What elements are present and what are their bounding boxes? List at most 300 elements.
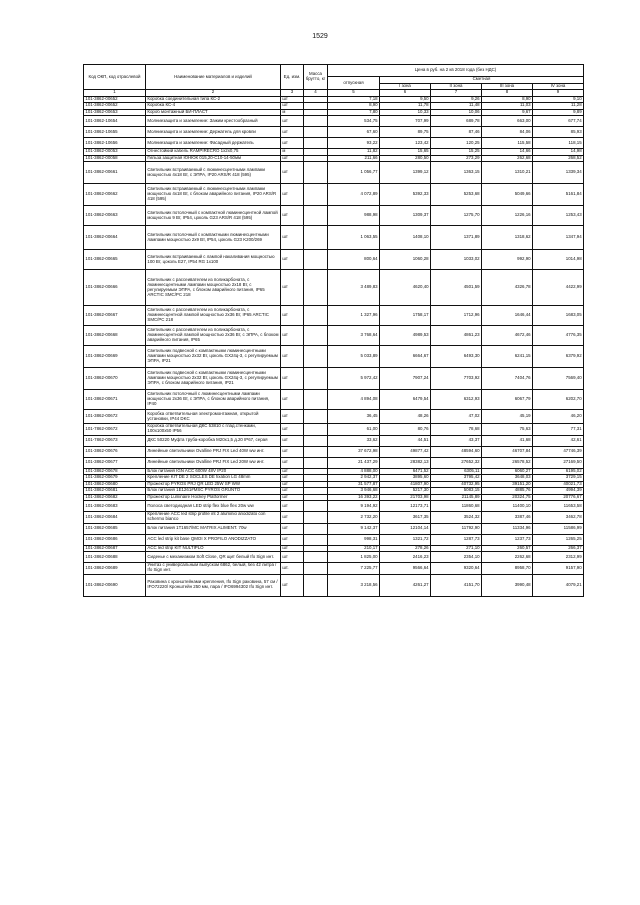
cell-mass [304, 127, 328, 138]
cell-price-zone-3: 4326,78 [482, 270, 533, 306]
cell-price-zone-1: 89,75 [380, 127, 431, 138]
cell-unit: шт [281, 326, 304, 346]
table-row [84, 206, 584, 226]
cell-unit: шт [281, 206, 304, 226]
cell-code: 101-7862-00673 [84, 435, 146, 446]
cell-price-zone-2: 9320,64 [431, 563, 482, 574]
cell-price-zone-3: 8,90 [482, 96, 533, 103]
cell-code: 101-3862-00687 [84, 545, 146, 552]
cell-price-zone-3: 260,57 [482, 545, 533, 552]
cell-price-zone-2: 273,29 [431, 155, 482, 162]
header-estimate-price: Сметная [380, 77, 584, 84]
cell-mass [304, 326, 328, 346]
cell-code: 101-3862-00670 [84, 368, 146, 390]
cell-code: 101-3862-10656 [84, 138, 146, 149]
cell-price-zone-2: 3795,42 [431, 475, 482, 482]
cell-mass [304, 552, 328, 563]
cell-price-zone-1: 21703,98 [380, 494, 431, 501]
cell-code: 101-3862-00681 [84, 488, 146, 495]
cell-mass [304, 563, 328, 574]
cell-name: Светильник потолочный с компактными люминесцентными лампами мощностью 2х9 Вт, IP54, цоколь G23 K200/269 [146, 226, 281, 250]
cell-price-zone-3: 14,66 [482, 149, 533, 156]
cell-price-zone-4: 4422,99 [533, 270, 584, 306]
cell-price-zone-2: 1275,70 [431, 206, 482, 226]
cell-price-zone-4: 20776,67 [533, 494, 584, 501]
column-index: 7 [431, 90, 482, 97]
cell-price-zone-1: 278,26 [380, 545, 431, 552]
cell-price-zone-3: 5049,66 [482, 184, 533, 206]
cell-price-zone-2: 1371,89 [431, 226, 482, 250]
cell-price-zone-2: 11,48 [431, 103, 482, 110]
cell-mass [304, 574, 328, 596]
cell-price-zone-1: 41807,90 [380, 481, 431, 488]
cell-mass [304, 346, 328, 368]
cell-unit: шт [281, 346, 304, 368]
table-row [84, 523, 584, 534]
table-row [84, 512, 584, 523]
cell-mass [304, 435, 328, 446]
cell-price-zone-1: 12104,14 [380, 523, 431, 534]
cell-unit: шт [281, 488, 304, 495]
cell-price-release: 1 056,77 [328, 162, 380, 184]
cell-price-zone-4: 9157,90 [533, 563, 584, 574]
cell-name: Молниезащита и заземление: Фасадный держатель [146, 138, 281, 149]
cell-name: Молниезащита и заземление: Держатель для кровли [146, 127, 281, 138]
table-row [84, 563, 584, 574]
cell-name: Молниезащита и заземление: Зажим крестообразный [146, 116, 281, 127]
cell-name: Светильник подвесной с компактными люминесцентными лампами мощностью 2х32 Вт, цоколь GX24q-3, с регулируемым ЭПРА, с блоком аварийного питания, IP21 [146, 368, 281, 390]
table-row [84, 410, 584, 424]
cell-code: 101-3862-00690 [84, 574, 146, 596]
cell-price-zone-4: 2312,99 [533, 552, 584, 563]
cell-price-zone-4: 1014,98 [533, 250, 584, 270]
cell-price-zone-2: 5253,68 [431, 184, 482, 206]
cell-unit: шт [281, 184, 304, 206]
cell-price-zone-2: 43,37 [431, 435, 482, 446]
cell-unit: шт [281, 435, 304, 446]
cell-price-zone-2: 15,25 [431, 149, 482, 156]
cell-price-zone-2: 40732,95 [431, 481, 482, 488]
table-row [84, 250, 584, 270]
cell-mass [304, 138, 328, 149]
cell-price-zone-3: 7404,76 [482, 368, 533, 390]
cell-price-zone-4: 14,98 [533, 149, 584, 156]
cell-price-zone-4: 85,93 [533, 127, 584, 138]
cell-price-release: 2 732,20 [328, 512, 380, 523]
cell-price-zone-4: 118,15 [533, 138, 584, 149]
cell-unit: шт [281, 250, 304, 270]
cell-name: Короб монтажный БИ-ПЛАСТ [146, 109, 281, 116]
cell-price-zone-1: 4989,53 [380, 326, 431, 346]
cell-price-zone-2: 4151,70 [431, 574, 482, 596]
cell-price-zone-3: 6241,15 [482, 346, 533, 368]
cell-mass [304, 250, 328, 270]
cell-code: 101-3862-00058 [84, 155, 146, 162]
cell-name: Светильник потолочный с компактной люминесцентной лампой мощностью 9 Вт, IP54, цоколь G23 ARS/R 418 (595) [146, 206, 281, 226]
cell-unit: м [281, 149, 304, 156]
cell-mass [304, 512, 328, 523]
cell-code: 101-3862-00679 [84, 475, 146, 482]
cell-name: Линейные светильники Ovalline PRJ FIX Led 40W ww инт. [146, 446, 281, 457]
cell-price-zone-2: 1712,96 [431, 306, 482, 326]
cell-unit: шт [281, 155, 304, 162]
cell-price-zone-1: 7907,24 [380, 368, 431, 390]
cell-code: 101-3862-00685 [84, 523, 146, 534]
cell-name: Коробка соединительная типа КС-2 [146, 96, 281, 103]
cell-code: 101-3862-00669 [84, 346, 146, 368]
cell-name: Светильник с рассеивателем из поликарбоната, с люминесцентной лампой мощностью 2х36 Вт, с ЭПРА, с блоком аварийного питания, IP65 [146, 326, 281, 346]
cell-price-release: 93,22 [328, 138, 380, 149]
table-row [84, 270, 584, 306]
cell-unit: шт [281, 368, 304, 390]
cell-unit: шт [281, 306, 304, 326]
cell-unit: шт [281, 494, 304, 501]
cell-code: 101-3862-00686 [84, 534, 146, 545]
cell-price-zone-1: 6471,52 [380, 468, 431, 475]
cell-price-zone-4: 266,37 [533, 545, 584, 552]
table-body [84, 96, 584, 596]
cell-code: 101-3862-00671 [84, 390, 146, 410]
cell-code: 101-3862-00662 [84, 184, 146, 206]
cell-price-zone-1: 5217,30 [380, 488, 431, 495]
cell-price-zone-3: 3387,46 [482, 512, 533, 523]
cell-mass [304, 424, 328, 435]
cell-price-release: 534,75 [328, 116, 380, 127]
cell-price-zone-4: 3462,78 [533, 512, 584, 523]
cell-price-zone-3: 2262,68 [482, 552, 533, 563]
header-zone-1: I зона [380, 83, 431, 90]
cell-unit: шт [281, 534, 304, 545]
cell-price-zone-3: 663,00 [482, 116, 533, 127]
cell-name: Светильник встраиваемый с люминесцентными лампами мощностью 4х18 Вт, с ЭПРА, IP20 ARS/R 418 (595) [146, 162, 281, 184]
cell-unit: шт [281, 512, 304, 523]
table-header [84, 65, 584, 97]
cell-price-zone-1: 1758,17 [380, 306, 431, 326]
cell-price-zone-1: 1408,10 [380, 226, 431, 250]
cell-price-release: 3 946,68 [328, 488, 380, 495]
cell-price-zone-2: 689,78 [431, 116, 482, 127]
cell-code: 101-3862-00672 [84, 410, 146, 424]
header-zone-4: IV зона [533, 83, 584, 90]
cell-price-zone-1: 3895,60 [380, 475, 431, 482]
cell-price-zone-4: 7569,40 [533, 368, 584, 390]
cell-price-zone-1: 1321,72 [380, 534, 431, 545]
column-index: 8 [482, 90, 533, 97]
cell-name: ACC led strip kit base QMOI X PROFILO ANODIZZATO [146, 534, 281, 545]
cell-name: Блок питания 1E1261#MSC PYROS GRUNTO [146, 488, 281, 495]
cell-name: Коробка ответвительная ДКС 53810 с глад.стенками, 100х100х50 IP56 [146, 424, 281, 435]
cell-price-release: 16 393,22 [328, 494, 380, 501]
cell-price-zone-1: 44,51 [380, 435, 431, 446]
cell-price-zone-1: 4620,40 [380, 270, 431, 306]
cell-price-zone-3: 3990,48 [482, 574, 533, 596]
cell-code: 101-3862-00665 [84, 250, 146, 270]
cell-unit: шт [281, 162, 304, 184]
page-number: 1529 [312, 33, 328, 40]
table-row [84, 457, 584, 468]
cell-code: 101-3862-00666 [84, 270, 146, 306]
cell-name: Сиденье с механизмом Soft Close, QR щит белый Ifo Sign инт. [146, 552, 281, 563]
cell-price-zone-4: 46,20 [533, 410, 584, 424]
cell-price-zone-1: 2416,23 [380, 552, 431, 563]
column-index: 2 [146, 90, 281, 97]
cell-name: Светильник подвесной с компактными люминесцентными лампами мощностью 2х32 Вт, цоколь GX24q-3, с регулируемым ЭПРА, IP21 [146, 346, 281, 368]
cell-mass [304, 410, 328, 424]
cell-price-zone-4: 5161,84 [533, 184, 584, 206]
cell-price-release: 7,80 [328, 109, 380, 116]
column-index: 3 [281, 90, 304, 97]
table-row [84, 127, 584, 138]
cell-name: Раковина с кронштейнами крепления, Ifo Sign раковина, 57 см / IFO72220/ Кронштейн 250 мм, пара / IFO6994302 Ifo Sign инт. [146, 574, 281, 596]
cell-code: 101-3862-00668 [84, 326, 146, 346]
cell-unit: шт [281, 545, 304, 552]
cell-unit: шт [281, 270, 304, 306]
cell-price-zone-1: 9,50 [380, 96, 431, 103]
cell-price-zone-3: 45,19 [482, 410, 533, 424]
table-row [84, 435, 584, 446]
cell-price-zone-3: 41,68 [482, 435, 533, 446]
cell-price-zone-1: 280,50 [380, 155, 431, 162]
cell-code: 101-3862-00677 [84, 457, 146, 468]
cell-price-release: 21 437,29 [328, 457, 380, 468]
cell-price-zone-2: 1033,02 [431, 250, 482, 270]
cell-price-zone-1: 15,65 [380, 149, 431, 156]
cell-price-zone-4: 42,61 [533, 435, 584, 446]
cell-price-zone-2: 271,10 [431, 545, 482, 552]
cell-unit: шт [281, 138, 304, 149]
cell-price-zone-1: 28382,13 [380, 457, 431, 468]
cell-price-zone-3: 262,68 [482, 155, 533, 162]
cell-price-zone-4: 9,10 [533, 96, 584, 103]
cell-unit: шт [281, 446, 304, 457]
cell-price-zone-3: 6060,27 [482, 468, 533, 475]
cell-price-zone-3: 11,03 [482, 103, 533, 110]
cell-name: Коробка ответвительная электромонтажная, открытой установки, IP44 DKC [146, 410, 281, 424]
cell-price-zone-1: 48,26 [380, 410, 431, 424]
cell-name: Полоса светодиодная LED strip flex blue flex 20w ww [146, 501, 281, 512]
cell-price-zone-1: 10,33 [380, 109, 431, 116]
cell-name: Светильник с рассеивателем из поликарбоната, с люминесцентными лампами мощностью 2х18 Вт, с регулируемым ЭПРА, с блоком аварийного питания, IP65 ARCTIC SMC/PC 218 [146, 270, 281, 306]
cell-code: 101-3862-00689 [84, 563, 146, 574]
cell-price-release: 36,45 [328, 410, 380, 424]
cell-price-zone-2: 4861,23 [431, 326, 482, 346]
column-index: 5 [328, 90, 380, 97]
cell-price-zone-3: 3648,03 [482, 475, 533, 482]
cell-price-zone-2: 5083,15 [431, 488, 482, 495]
cell-price-zone-3: 1646,44 [482, 306, 533, 326]
cell-name: Крепление ACC led strip profile int 2 aluminio anodizato con schermo bianco [146, 512, 281, 523]
cell-price-zone-4: 9,89 [533, 109, 584, 116]
table-row [84, 501, 584, 512]
cell-name: Светильник встраиваемый с люминесцентными лампами мощностью 4х18 Вт, с блоком аварийного питания, IP20 ARS/R 418 (595) [146, 184, 281, 206]
cell-price-zone-4: 1253,43 [533, 206, 584, 226]
cell-price-zone-3: 11334,96 [482, 523, 533, 534]
cell-price-zone-2: 47,02 [431, 410, 482, 424]
cell-price-release: 210,17 [328, 545, 380, 552]
cell-price-zone-4: 1683,05 [533, 306, 584, 326]
cell-price-zone-3: 1226,16 [482, 206, 533, 226]
cell-price-zone-2: 1363,15 [431, 162, 482, 184]
cell-mass [304, 184, 328, 206]
table-row [84, 306, 584, 326]
cell-price-zone-1: 11,78 [380, 103, 431, 110]
cell-price-release: 3 218,56 [328, 574, 380, 596]
cell-price-release: 1 825,00 [328, 552, 380, 563]
cell-unit: шт [281, 410, 304, 424]
cell-price-zone-4: 6195,02 [533, 468, 584, 475]
header-unit: Ед. изм. [281, 65, 304, 90]
cell-code: 101-7862-00672 [84, 424, 146, 435]
cell-name: ДКС 50220 Муфта труба-коробка M20х1,5 д.20 IP67, серая [146, 435, 281, 446]
cell-price-zone-2: 7703,92 [431, 368, 482, 390]
table-row [84, 368, 584, 390]
column-index: 6 [380, 90, 431, 97]
cell-price-zone-1: 4261,27 [380, 574, 431, 596]
cell-price-release: 8,90 [328, 103, 380, 110]
cell-price-release: 3 489,83 [328, 270, 380, 306]
cell-unit: шт [281, 481, 304, 488]
cell-price-zone-4: 6379,92 [533, 346, 584, 368]
cell-price-release: 7 225,77 [328, 563, 380, 574]
header-release-price: отпускная [328, 77, 380, 90]
column-index: 1 [84, 90, 146, 97]
cell-price-release: 988,98 [328, 206, 380, 226]
cell-unit: шт [281, 103, 304, 110]
cell-price-zone-2: 1287,73 [431, 534, 482, 545]
cell-unit: шт [281, 457, 304, 468]
cell-code: 101-3862-00667 [84, 306, 146, 326]
cell-unit: шт [281, 574, 304, 596]
cell-code: 101-3862-00663 [84, 206, 146, 226]
cell-price-zone-3: 1318,62 [482, 226, 533, 250]
cell-name: Коробка КС-4 [146, 103, 281, 110]
cell-code: 101-3862-00661 [84, 162, 146, 184]
cell-name: Огнестойкий кабель RAMPIRECRO 1х2х0,75 [146, 149, 281, 156]
cell-price-zone-3: 9,67 [482, 109, 533, 116]
cell-code: 101-3862-00652 [84, 96, 146, 103]
cell-price-release: 2 942,37 [328, 475, 380, 482]
cell-unit: шт [281, 116, 304, 127]
cell-price-zone-3: 6067,79 [482, 390, 533, 410]
cell-name: Линейные светильники Ovalline PRJ FIX Led 20W ww инт. [146, 457, 281, 468]
cell-unit: шт [281, 424, 304, 435]
cell-price-zone-4: 3729,15 [533, 475, 584, 482]
cell-price-zone-4: 4079,21 [533, 574, 584, 596]
cell-price-zone-1: 1309,37 [380, 206, 431, 226]
cell-name: Гильза защитная ЮНЮК 015,20-C10-14-50мм [146, 155, 281, 162]
cell-price-zone-2: 6493,30 [431, 346, 482, 368]
cell-mass [304, 270, 328, 306]
cell-code: 101-3862-10654 [84, 116, 146, 127]
cell-price-zone-3: 4672,46 [482, 326, 533, 346]
cell-unit: шт [281, 501, 304, 512]
table-row [84, 226, 584, 250]
cell-name: Унитаз с универсальным выпуском 6862, белый, без 42 литра / Ifo Sign инт. [146, 563, 281, 574]
cell-price-zone-2: 11860,68 [431, 501, 482, 512]
cell-price-zone-2: 48594,60 [431, 446, 482, 457]
cell-price-zone-3: 26578,52 [482, 457, 533, 468]
table-row [84, 346, 584, 368]
cell-price-zone-2: 11792,90 [431, 523, 482, 534]
cell-code: 101-3862-00678 [84, 468, 146, 475]
cell-price-zone-2: 87,46 [431, 127, 482, 138]
cell-code: 101-3862-00664 [84, 226, 146, 250]
cell-price-zone-2: 3524,32 [431, 512, 482, 523]
cell-price-zone-2: 6305,11 [431, 468, 482, 475]
cell-price-zone-1: 3617,35 [380, 512, 431, 523]
cell-price-zone-2: 9,26 [431, 96, 482, 103]
table-row [84, 424, 584, 435]
cell-name: Светильник с рассеивателем из поликарбоната, с люминесцентной лампой мощностью 2х36 Вт, IP65 ARCTIC SMC/PC 218 [146, 306, 281, 326]
cell-unit: шт [281, 552, 304, 563]
cell-name: Блок питания 1Т1657/MC MATRIX ALIMENT. 70w [146, 523, 281, 534]
cell-unit: шт [281, 226, 304, 250]
cell-price-zone-1: 6664,67 [380, 346, 431, 368]
cell-code: 101-3862-00688 [84, 552, 146, 563]
cell-code: 101-3862-00653 [84, 109, 146, 116]
cell-price-zone-3: 4885,76 [482, 488, 533, 495]
cell-price-zone-4: 1265,25 [533, 534, 584, 545]
cell-price-zone-1: 707,99 [380, 116, 431, 127]
header-mass: Масса брутто, кг [304, 65, 328, 90]
cell-name: Светильник потолочный с люминесцентными лампами мощностью 2х36 Вт, с ЭПРА, с блоком аварийного питания, IP40 [146, 390, 281, 410]
cell-price-zone-4: 11,28 [533, 103, 584, 110]
cell-price-zone-3: 1310,21 [482, 162, 533, 184]
cell-unit: шт [281, 468, 304, 475]
cell-mass [304, 390, 328, 410]
cell-price-release: 4 072,89 [328, 184, 380, 206]
cell-price-zone-3: 39151,20 [482, 481, 533, 488]
table-row [84, 534, 584, 545]
cell-price-zone-3: 992,90 [482, 250, 533, 270]
cell-unit: м [281, 109, 304, 116]
cell-price-zone-1: 1399,12 [380, 162, 431, 184]
cell-price-zone-4: 11653,58 [533, 501, 584, 512]
cell-code: 101-3862-00684 [84, 512, 146, 523]
table-row [84, 390, 584, 410]
cell-price-zone-2: 21145,89 [431, 494, 482, 501]
cell-price-release: 1 063,55 [328, 226, 380, 250]
cell-price-zone-4: 4776,35 [533, 326, 584, 346]
cell-price-zone-2: 4501,59 [431, 270, 482, 306]
cell-price-zone-3: 75,63 [482, 424, 533, 435]
header-price-group: Цена в руб. на 2 кв 2018 года (без НДС) [328, 65, 584, 77]
column-index: 9 [533, 90, 584, 97]
cell-code: 101-3862-00682 [84, 494, 146, 501]
cell-price-release: 11,82 [328, 149, 380, 156]
cell-mass [304, 206, 328, 226]
cell-price-zone-3: 20324,75 [482, 494, 533, 501]
cell-price-release: 5 033,89 [328, 346, 380, 368]
cell-price-zone-2: 2354,10 [431, 552, 482, 563]
table-row [84, 162, 584, 184]
cell-mass [304, 501, 328, 512]
cell-name: ACC led strip KIT NULTIPLO [146, 545, 281, 552]
cell-unit: шт [281, 96, 304, 103]
cell-price-release: 3 768,64 [328, 326, 380, 346]
cell-price-zone-1: 80,76 [380, 424, 431, 435]
cell-price-zone-3: 8958,70 [482, 563, 533, 574]
cell-mass [304, 368, 328, 390]
cell-price-release: 61,00 [328, 424, 380, 435]
cell-price-zone-4: 11586,99 [533, 523, 584, 534]
cell-price-zone-3: 1237,73 [482, 534, 533, 545]
table-row [84, 552, 584, 563]
cell-price-zone-1: 123,42 [380, 138, 431, 149]
table-row [84, 138, 584, 149]
cell-price-release: 9 194,92 [328, 501, 380, 512]
cell-price-zone-1: 9566,64 [380, 563, 431, 574]
